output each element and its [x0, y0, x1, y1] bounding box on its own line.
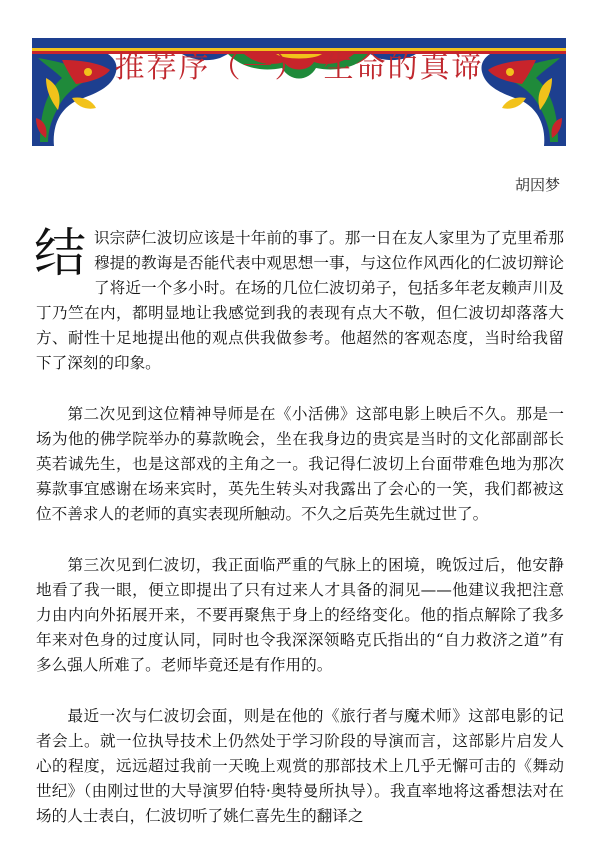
paragraph-text: 识宗萨仁波切应该是十年前的事了。那一日在友人家里为了克里希那穆提的教诲是否能代表中观思想一事，与这位作风西化的仁波切辩论了将近一个多小时。在场的几位仁波切弟子，包括多年老友赖声川及丁乃竺在内，都明显地让我感觉到我的表现有点大不敬，但仁波切却落落大方、耐性十足地提出他的观点供我做参考。他超然的客观态度，当时给我留下了深刻的印象。 — [36, 229, 564, 372]
paragraph — [36, 402, 564, 527]
decorative-banner — [32, 38, 566, 146]
paragraph — [36, 226, 564, 376]
article-body — [36, 226, 564, 855]
paragraph-text: 第三次见到仁波切，我正面临严重的气脉上的困境，晚饭过后，他安静地看了我一眼，便立即提出了只有过来人才具备的洞见——他建议我把注意力由内向外拓展开来，不要再聚焦于身上的经络变化。他的指点解除了我多年来对色身的过度认同，同时也令我深深领略克氏指出的“自力救济之道”有多么强人所难了。老师毕竟还是有作用的。 — [36, 556, 564, 674]
paragraph — [36, 553, 564, 678]
paragraph — [36, 704, 564, 829]
page-title: 推荐序（一） 生命的真谛 — [114, 50, 484, 85]
drop-cap: 结 — [34, 224, 87, 284]
paragraph-text: 第二次见到这位精神导师是在《小活佛》这部电影上映后不久。那是一场为他的佛学院举办的募款晚会，坐在我身边的贵宾是当时的文化部副部长英若诚先生，也是这部戏的主角之一。我记得仁波切上台面带难色地为那次募款事宜感谢在场来宾时，英先生转头对我露出了会心的一笑，我们都被这位不善求人的老师的真实表现所触动。不久之后英先生就过世了。 — [36, 405, 564, 523]
author-name: 胡因梦 — [514, 176, 560, 194]
paragraph-text: 最近一次与仁波切会面，则是在他的《旅行者与魔术师》这部电影的记者会上。就一位执导技术上仍然处于学习阶段的导演而言，这部影片启发人心的程度，远远超过我前一天晚上观赏的那部技术上几乎无懈可击的《舞动世纪》（由刚过世的大导演罗伯特·奥特曼所执导）。我直率地将这番想法对在场的人士表白，仁波切听了姚仁喜先生的翻译之 — [36, 707, 564, 825]
